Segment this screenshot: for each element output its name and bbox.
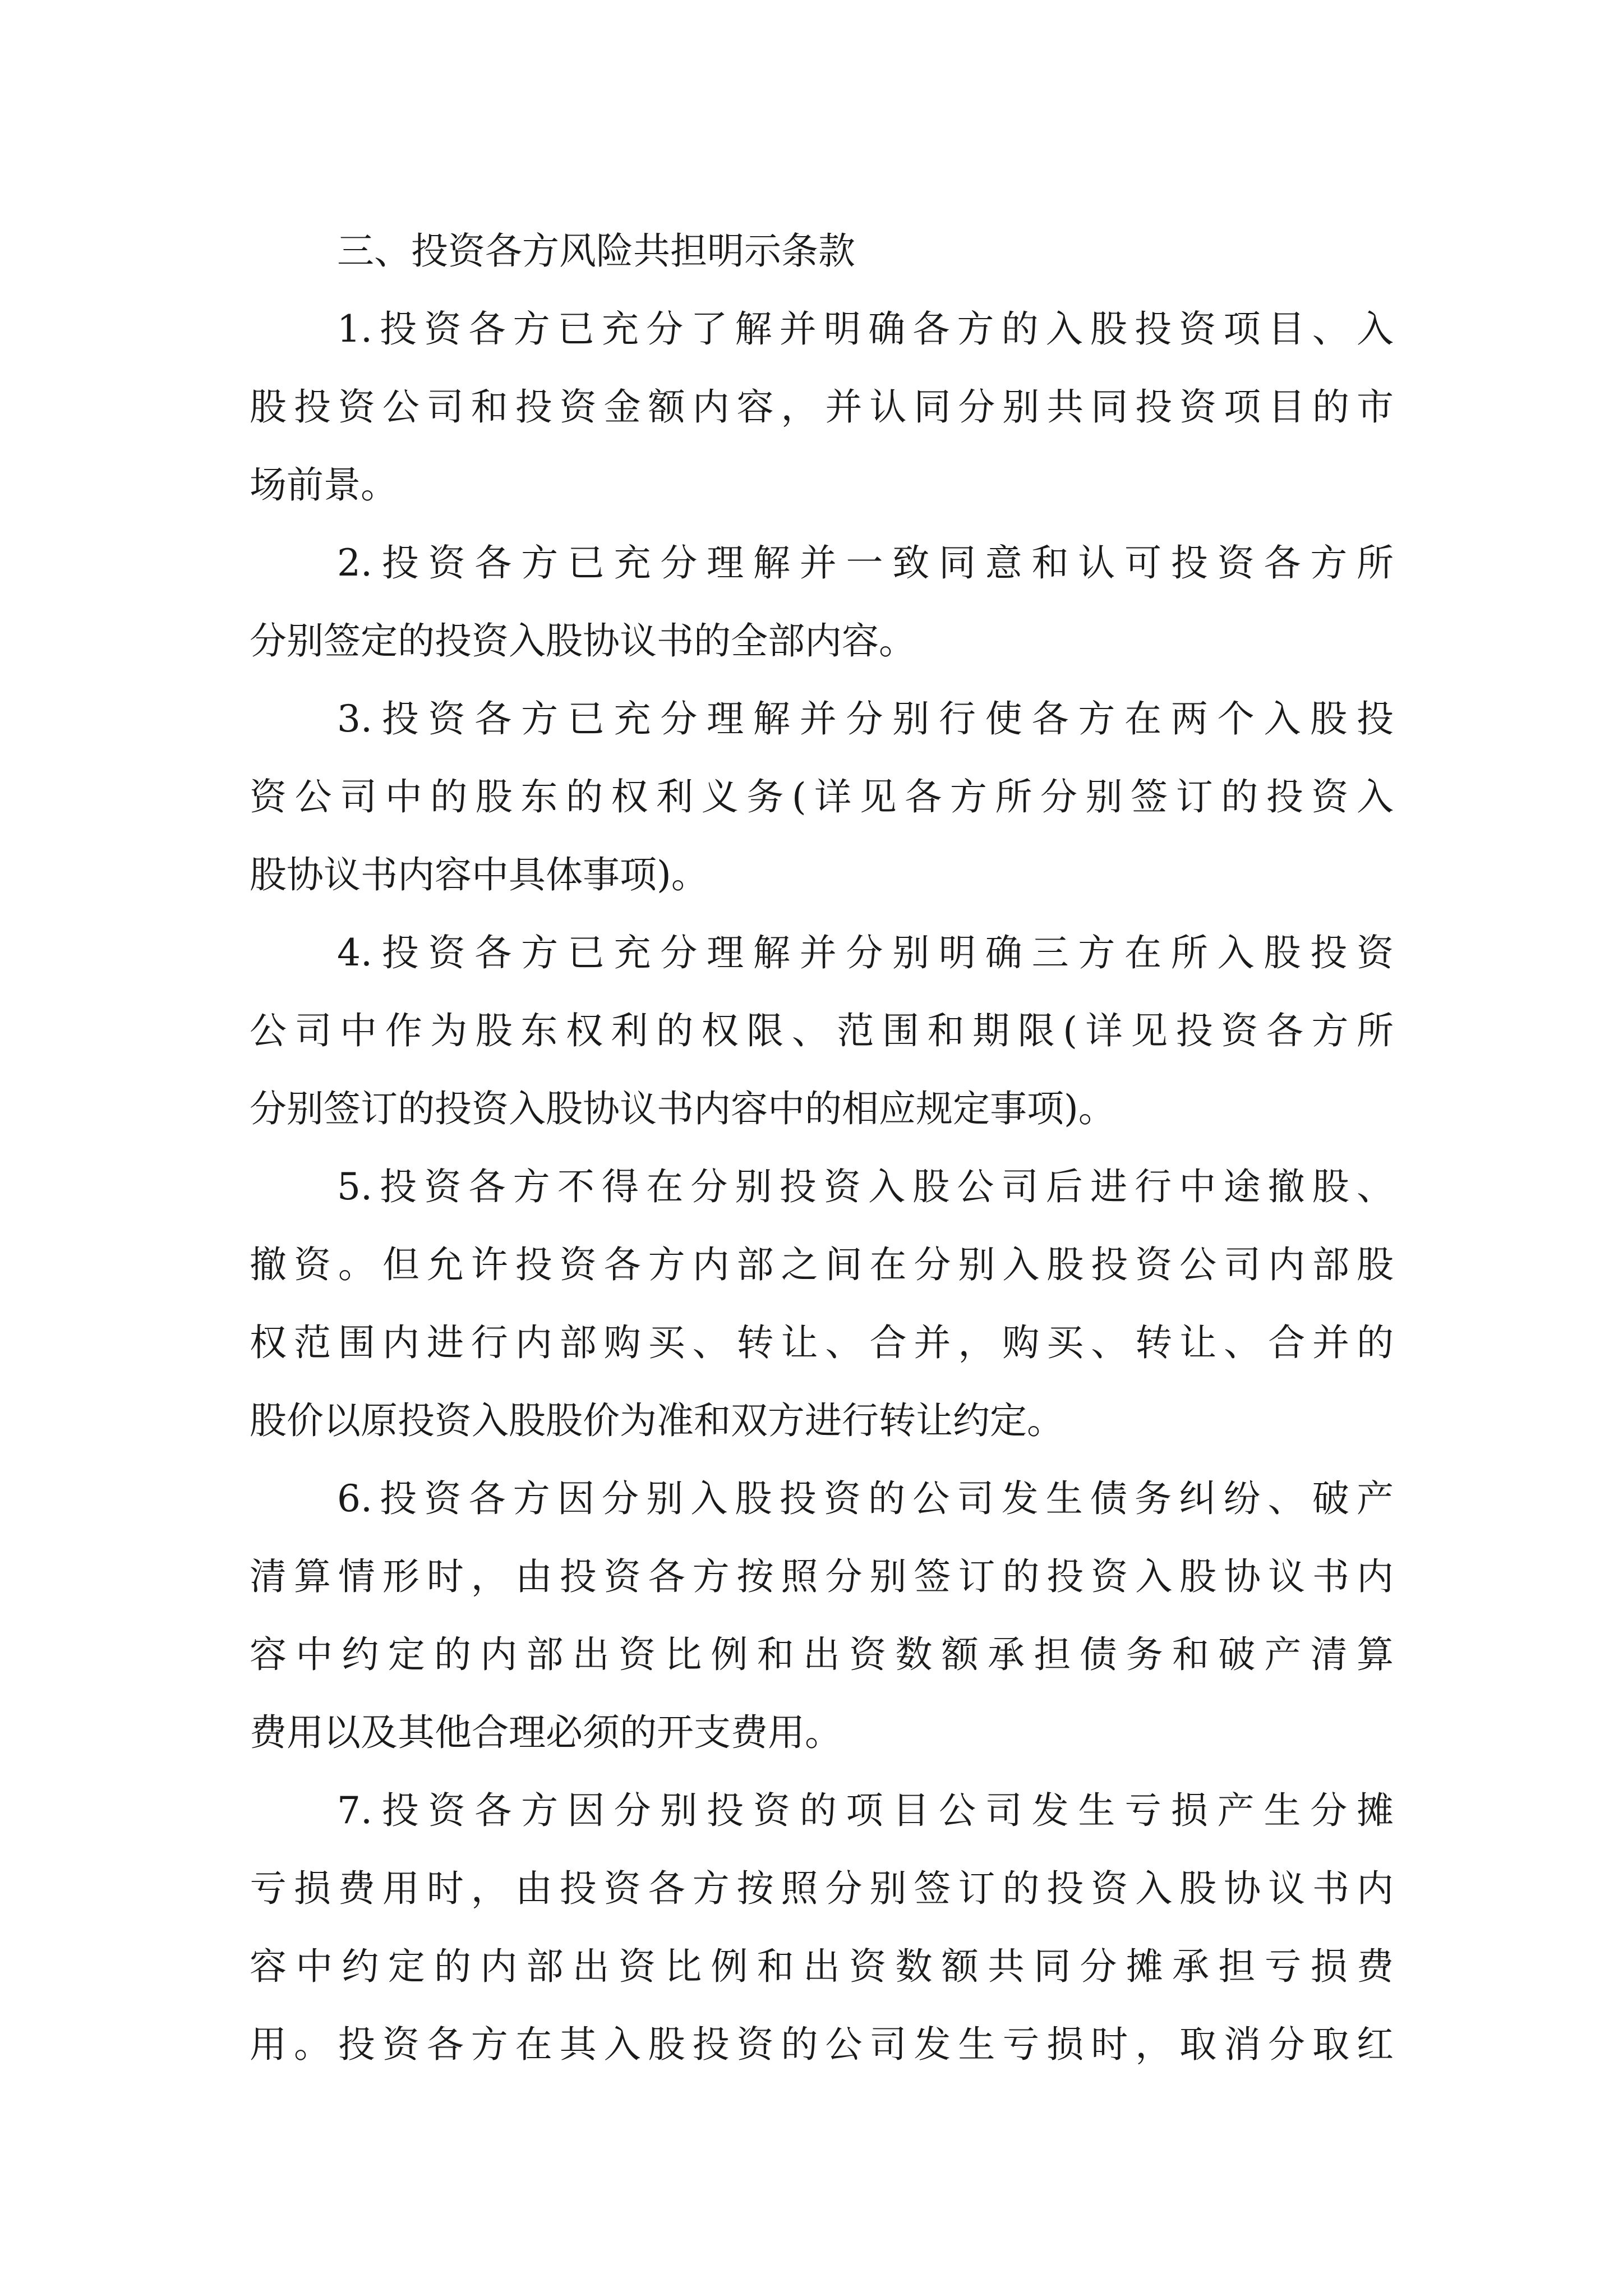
- paragraph-line: 股投资公司和投资金额内容，并认同分别共同投资项目的市: [250, 385, 1394, 429]
- paragraph-line: 5.投资各方不得在分别投资入股公司后进行中途撤股、: [337, 1165, 1394, 1208]
- paragraph-line: 场前景。: [250, 463, 398, 507]
- paragraph-line: 清算情形时，由投资各方按照分别签订的投资入股协议书内: [250, 1555, 1394, 1598]
- paragraph-line: 公司中作为股东权利的权限、范围和期限(详见投资各方所: [250, 1009, 1394, 1052]
- paragraph-line: 资公司中的股东的权利义务(详见各方所分别签订的投资入: [250, 775, 1394, 818]
- paragraph-line: 费用以及其他合理必须的开支费用。: [250, 1711, 842, 1754]
- paragraph-line: 3.投资各方已充分理解并分别行使各方在两个入股投: [337, 697, 1394, 740]
- paragraph-line: 分别签订的投资入股协议书内容中的相应规定事项)。: [250, 1087, 1115, 1130]
- paragraph-line: 股价以原投资入股股价为准和双方进行转让约定。: [250, 1399, 1064, 1442]
- paragraph-line: 用。投资各方在其入股投资的公司发生亏损时，取消分取红: [250, 2023, 1394, 2066]
- section-heading: 三、投资各方风险共担明示条款: [337, 229, 855, 273]
- paragraph-line: 权范围内进行内部购买、转让、合并，购买、转让、合并的: [250, 1321, 1394, 1364]
- paragraph-line: 7.投资各方因分别投资的项目公司发生亏损产生分摊: [337, 1789, 1394, 1832]
- paragraph-line: 股协议书内容中具体事项)。: [250, 853, 708, 896]
- document-page: [250, 212, 1394, 2083]
- paragraph-line: 撤资。但允许投资各方内部之间在分别入股投资公司内部股: [250, 1243, 1394, 1286]
- paragraph-line: 2.投资各方已充分理解并一致同意和认可投资各方所: [337, 541, 1394, 585]
- paragraph-line: 6.投资各方因分别入股投资的公司发生债务纠纷、破产: [337, 1477, 1394, 1520]
- paragraph-line: 分别签定的投资入股协议书的全部内容。: [250, 619, 916, 662]
- paragraph-line: 亏损费用时，由投资各方按照分别签订的投资入股协议书内: [250, 1867, 1394, 1910]
- paragraph-line: 容中约定的内部出资比例和出资数额承担债务和破产清算: [250, 1633, 1394, 1676]
- paragraph-line: 容中约定的内部出资比例和出资数额共同分摊承担亏损费: [250, 1945, 1394, 1988]
- paragraph-line: 1.投资各方已充分了解并明确各方的入股投资项目、入: [337, 307, 1394, 351]
- paragraph-line: 4.投资各方已充分理解并分别明确三方在所入股投资: [337, 931, 1394, 974]
